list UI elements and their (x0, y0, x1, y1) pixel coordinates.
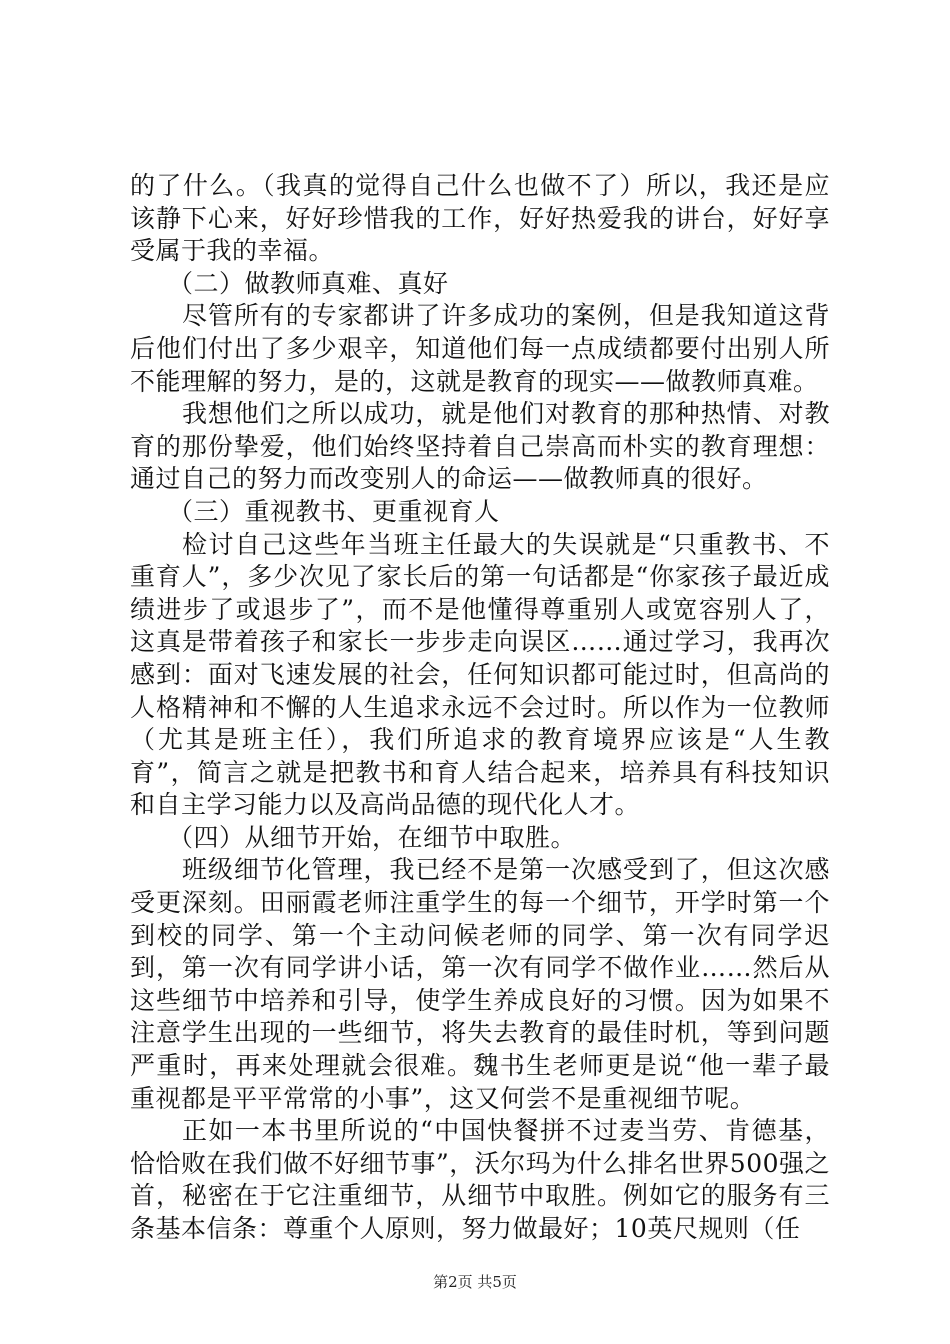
section-heading-4: （四）从细节开始，在细节中取胜。 (168, 822, 577, 852)
page-footer: 第2页 共5页 (433, 1273, 517, 1291)
paragraph: 检讨自己这些年当班主任最大的失误就是“只重教书、不重育人”，多少次见了家长后的第一句话都是“你家孩子最近成绩进步了或退步了”，而不是他懂得尊重别人或宽容别人了，这真是带着孩子和家长一步步走向误区……通过学习，我再次感到：面对飞速发展的社会，任何知识都可能过时，但高尚的人格精神和不懈的人生追求永远不会过时。所以作为一位教师（尤其是班主任），我们所追求的教育境界应该是“人生教育”，简言之就是把教书和育人结合起来，培养具有科技知识和自主学习能力以及高尚品德的现代化人才。 (130, 529, 830, 820)
paragraph-continuation: 的了什么。（我真的觉得自己什么也做不了）所以，我还是应该静下心来，好好珍惜我的工作，好好热爱我的讲台，好好享受属于我的幸福。 (130, 171, 830, 266)
paragraph: 班级细节化管理，我已经不是第一次感受到了，但这次感受更深刻。田丽霞老师注重学生的每一个细节，开学时第一个到校的同学、第一个主动问候老师的同学、第一次有同学迟到，第一次有同学讲小话，第一次有同学不做作业……然后从这些细节中培养和引导，使学生养成良好的习惯。因为如果不注意学生出现的一些细节，将失去教育的最佳时机，等到问题严重时，再来处理就会很难。魏书生老师更是说“他一辈子最重视都是平平常常的小事”，这又何尝不是重视细节呢。 (130, 855, 830, 1113)
document-body (130, 170, 830, 1246)
paragraph: 正如一本书里所说的“中国快餐拼不过麦当劳、肯德基，恰恰败在我们做不好细节事”，沃尔玛为什么排名世界500强之首，秘密在于它注重细节，从细节中取胜。例如它的服务有三条基本信条：尊重个人原则，努力做最好；10英尺规则（任 (130, 1116, 831, 1243)
section-heading-2: （二）做教师真难、真好 (168, 268, 449, 298)
section-heading-3: （三）重视教书、更重视育人 (168, 496, 500, 526)
paragraph: 尽管所有的专家都讲了许多成功的案例，但是我知道这背后他们付出了多少艰辛，知道他们每一点成绩都要付出别人所不能理解的努力，是的，这就是教育的现实——做教师真难。 (130, 301, 830, 396)
paragraph: 我想他们之所以成功，就是他们对教育的那种热情、对教育的那份挚爱，他们始终坚持着自己崇高而朴实的教育理想：通过自己的努力而改变别人的命运——做教师真的很好。 (130, 399, 830, 494)
